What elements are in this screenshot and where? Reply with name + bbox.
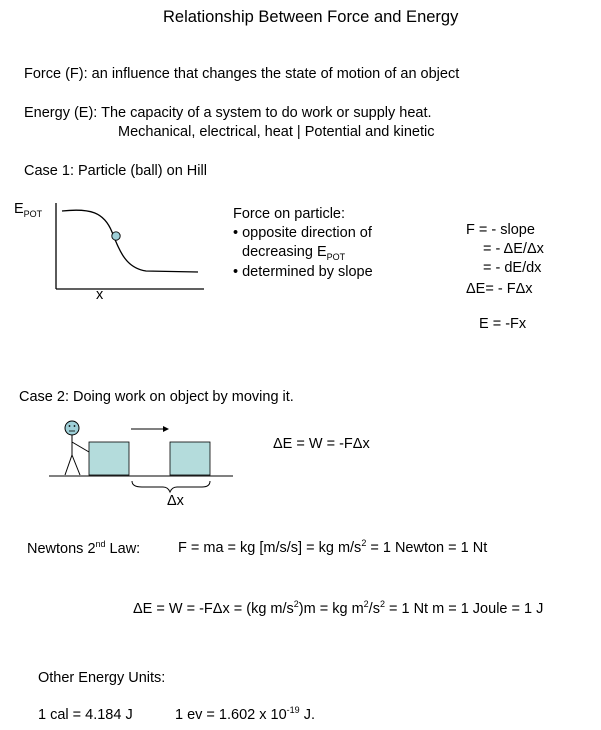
eq-slope: F = - slope: [466, 222, 535, 238]
case1-heading: Case 1: Particle (ball) on Hill: [24, 163, 207, 179]
case2-heading: Case 2: Doing work on object by moving it.: [19, 389, 294, 405]
stick-figure-head: [65, 421, 79, 435]
bullet-opposite: • opposite direction of: [233, 225, 372, 241]
joule-equation: ΔE = W = -FΔx = (kg $m/s^2)m$ = kg $m^2/s^2 = 1$ Nt m = 1 Joule = 1 J: [133, 599, 544, 617]
ball: [112, 232, 120, 240]
box-end: [170, 442, 210, 475]
work-equation: ΔE = W = -FΔx: [273, 436, 370, 452]
eq-delta-e: ΔE= - FΔx: [466, 281, 533, 297]
energy-kinds: Mechanical, electrical, heat | Potential and kinetic: [118, 124, 435, 140]
stick-figure-arm: [72, 442, 89, 452]
bullet-slope: • determined by slope: [233, 264, 373, 280]
x-axis-label: x: [96, 287, 104, 303]
ev-conversion: 1 ev = 1.602 x $10^{-19}$ J.: [175, 705, 315, 723]
calorie-conversion: 1 cal = 4.184 J: [38, 707, 133, 723]
newton-law-label: Newtons 2nd Law:: [27, 539, 141, 557]
force-on-particle: Force on particle:: [233, 206, 346, 222]
y-axis-label: $E_{POT}$: [14, 201, 43, 219]
eq-derivative: = - dE/dx: [483, 260, 542, 276]
force-definition: Force (F): an influence that changes the state of motion of an object: [24, 66, 460, 82]
newton-equation: F = ma = kg [m/s/s] = kg $m/s^2 = 1$ Newton = 1 Nt: [178, 538, 488, 556]
energy-definition: Energy (E): The capacity of a system to do work or supply heat.: [24, 105, 432, 121]
other-units-heading: Other Energy Units:: [38, 670, 166, 686]
hill-diagram: [56, 203, 204, 289]
work-diagram: [49, 421, 233, 492]
bullet-decreasing: decreasing $E_{POT}$: [242, 244, 346, 262]
box-start: [89, 442, 129, 475]
energy-curve: [62, 210, 198, 272]
eq-delta-ratio: = - ΔE/Δx: [483, 241, 544, 257]
eq-e-fx: E = -Fx: [479, 316, 527, 332]
displacement-brace: [132, 481, 210, 492]
dx-label: Δx: [167, 493, 184, 509]
page-title: Relationship Between Force and Energy: [163, 8, 459, 26]
